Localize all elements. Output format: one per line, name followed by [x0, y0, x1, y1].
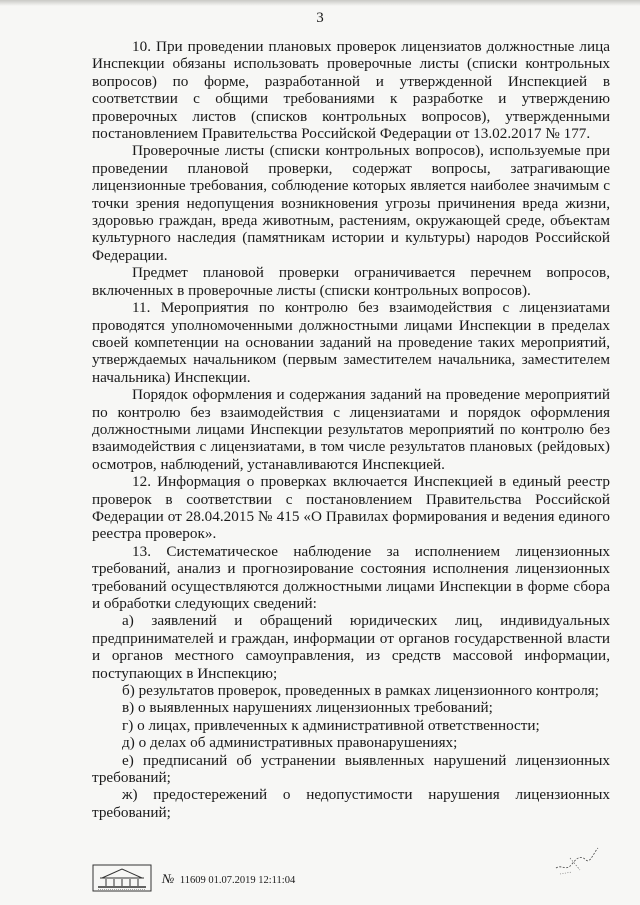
list-item-e: е) предписаний об устранении выявленных нарушений лицензионных требований; — [92, 751, 610, 787]
list-item-zh: ж) предостережений о недопустимости нарушения лицензионных требований; — [92, 786, 610, 821]
archive-seal-icon — [92, 864, 152, 892]
list-item-a: а) заявлений и обращений юридических лиц, индивидуальных предпринимателей и граждан, информации от органов государственной власти и органов местного самоуправления, из средств массовой информации, поступающих в Инспекцию; — [92, 612, 610, 682]
document-body — [92, 38, 610, 821]
paragraph-13: 13. Систематическое наблюдение за исполнением лицензионных требований, анализ и прогнозирование состояния исполнения лицензионных требований осуществляются должностными лицами Инспекции в форме сбора и обработки следующих сведений: — [92, 542, 610, 612]
paragraph-11: 11. Мероприятия по контролю без взаимодействия с лицензиатами проводятся уполномоченными должностными лицами Инспекции в пределах своей компетенции на основании заданий на проведение таких мероприятий, утверждаемых начальником (первым заместителем начальника, заместителем начальника) Инспекции. — [92, 299, 610, 386]
list-item-d: д) о делах об административных правонарушениях; — [122, 734, 458, 752]
paragraph-12: 12. Информация о проверках включается Инспекцией в единый реестр проверок в соответствии с постановлением Правительства Российской Федерации от 28.04.2015 № 415 «О Правилах формирования и ведения единого реестра проверок». — [92, 473, 610, 543]
number-sign: № — [162, 871, 175, 886]
document-registration-stamp — [162, 871, 295, 887]
scan-edge — [0, 0, 640, 6]
paragraph-tasks-procedure: Порядок оформления и содержания заданий на проведение мероприятий по контролю без взаимодействия с лицензиатами и порядок оформления должностными лицами Инспекции результатов мероприятий по контролю без взаимодействия с лицензиатами, в том числе результатов плановых (рейдовых) осмотров, наблюдений, устанавливаются Инспекцией. — [92, 386, 610, 473]
page-number: 3 — [316, 10, 324, 26]
list-item-v: в) о выявленных нарушениях лицензионных требований; — [122, 699, 493, 717]
signature-mark-icon — [552, 838, 602, 878]
paragraph-subject: Предмет плановой проверки ограничивается перечнем вопросов, включенных в проверочные листы (списки контрольных вопросов). — [92, 264, 610, 299]
list-item-b: б) результатов проверок, проведенных в рамках лицензионного контроля; — [122, 682, 599, 700]
document-footer — [92, 864, 352, 894]
list-item-g: г) о лицах, привлеченных к административной ответственности; — [122, 716, 540, 734]
paragraph-10: 10. При проведении плановых проверок лицензиатов должностные лица Инспекции обязаны использовать проверочные листы (списки контрольных вопросов) по форме, разработанной и утвержденной Инспекцией в соответствии с общими требованиями к разработке и утверждению проверочных листов (списков контрольных вопросов), утвержденными постановлением Правительства Российской Федерации от 13.02.2017 № 177. — [92, 38, 610, 143]
document-id: 11609 01.07.2019 12:11:04 — [179, 875, 296, 886]
paragraph-checklists: Проверочные листы (списки контрольных вопросов), используемые при проведении плановой проверки, содержат вопросы, затрагивающие лицензионные требования, соблюдение которых является наиболее значимым с точки зрения недопущения возникновения угрозы причинения вреда жизни, здоровью граждан, вреда животным, растениям, окружающей среде, объектам культурного наследия (памятникам истории и культуры) народов Российской Федерации. — [92, 142, 610, 264]
